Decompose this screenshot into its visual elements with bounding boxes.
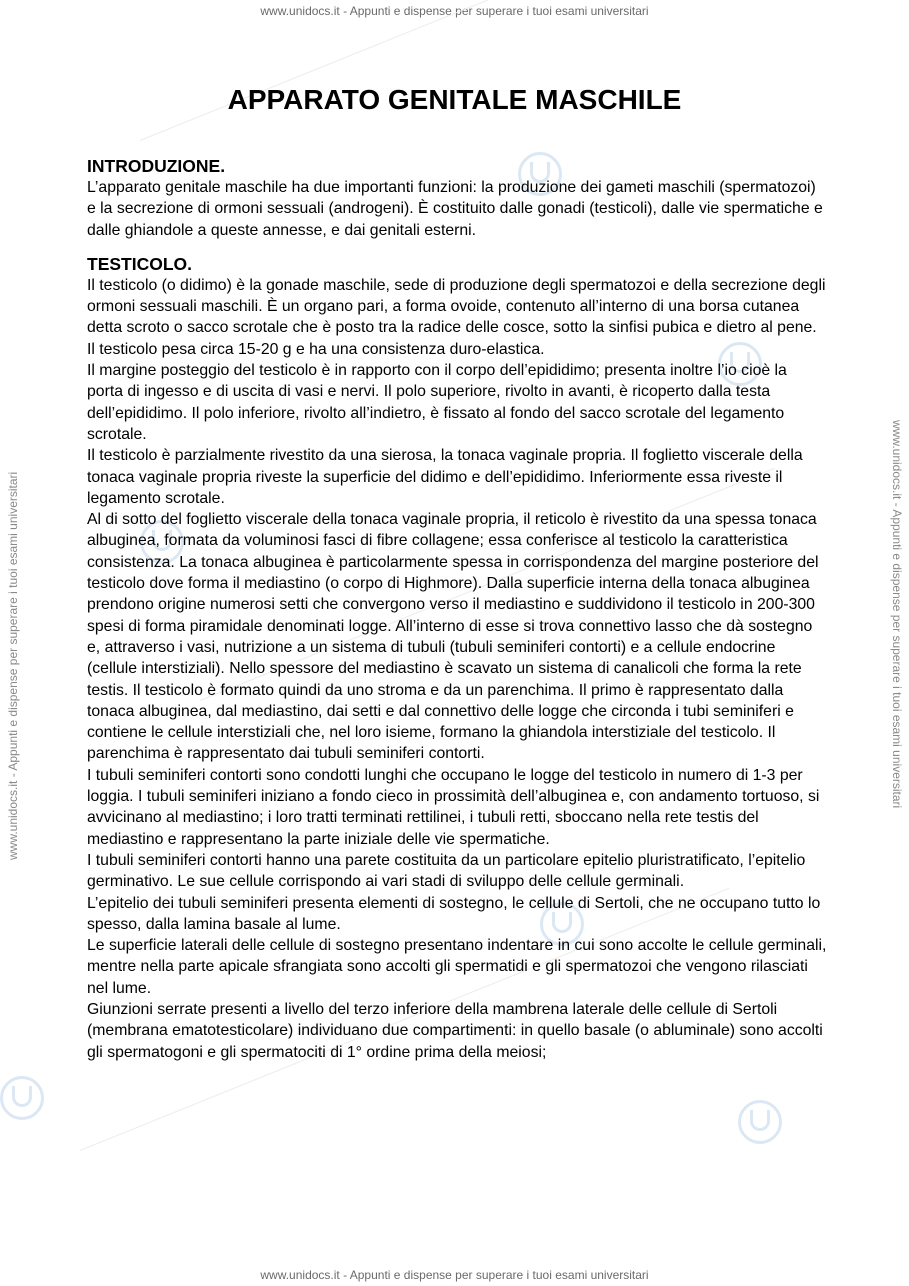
section-heading: TESTICOLO. — [87, 253, 192, 274]
paragraph: L’epitelio dei tubuli seminiferi presenta elementi di sostegno, le cellule di Sertoli, che ne occupano tutto lo spesso, dalla lamina basale al lume. — [87, 894, 821, 933]
watermark-line — [140, 0, 660, 141]
paragraph: Le superficie laterali delle cellule di sostegno presentano indentare in cui sono accolte le cellule germinali, mentre nella parte apicale sfrangiata sono accolti gli spermatidi e gli spermatozoi che vengono rilasciati nel lume. — [87, 937, 827, 997]
watermark-side-right: www.unidocs.it - Appunti e dispense per superare i tuoi esami universitari — [890, 420, 904, 809]
paragraph: I tubuli seminiferi contorti sono condotti lunghi che occupano le logge del testicolo in numero di 1-3 per loggia. I tubuli seminiferi iniziano a fondo cieco in prossimità dell’albuginea e, con andamento tortuoso, si avvicinano al mediastino; i loro tratti terminati rettilinei, i tubuli retti, sboccano nella rete testis del mediastino e rappresentano la parte iniziale delle vie spermatiche. — [87, 766, 820, 848]
paragraph: Il margine posteggio del testicolo è in rapporto con il corpo dell’epididimo; presenta inoltre l’io cioè la porta di ingesso e di uscita di vasi e nervi. Il polo superiore, rivolto in avanti, è ricoperto dalla testa dell’epididimo. Il polo inferiore, rivolto all’indietro, è fissato al fondo del sacco scrotale del legamento scrotale. — [87, 362, 787, 443]
watermark-logo-icon — [738, 1100, 782, 1144]
watermark-logo-icon — [0, 1076, 44, 1120]
watermark-side-left: www.unidocs.it - Appunti e dispense per superare i tuoi esami universitari — [6, 471, 20, 860]
paragraph: Giunzioni serrate presenti a livello del terzo inferiore della mambrena laterale delle cellule di Sertoli (membrana ematotesticolare) individuano due compartimenti: in quello basale (o abluminale) sono accolti gli spermatogoni e gli spermatociti di 1° ordine prima della meiosi; — [87, 1000, 823, 1061]
paragraph: Al di sotto del foglietto viscerale della tonaca vaginale propria, il reticolo è rivestito da una spessa tonaca albuginea, formata da voluminosi fasci di fibre collagene; essa conferisce al testicolo la caratteristica consistenza. La tonaca albuginea è particolarmente spessa in corrispondenza del margine posteriore del testicolo dove forma il mediastino (o corpo di Highmore). Dalla superficie interna della tonaca albuginea prendono origine numerosi setti che convergono verso il mediastino e suddividono il testicolo in 200-300 spesi di forma piramidale denominati logge. All’interno di esse si trova connettivo lasso che dà sostegno e, attraverso i vasi, nutrizione a un sistema di tubuli (tubuli seminiferi contorti) e a cellule endocrine (cellule interstiziali). Nello spessore del mediastino è scavato un sistema di canalicoli che forma la rete testis. Il testicolo è formato quindi da uno stroma e da un parenchima. Il primo è rappresentato dalla tonaca albuginea, dal mediastino, dai setti e dal connettivo delle logge che circonda i tubi seminiferi e contiene le cellule interstiziali che, nel loro isieme, formano la ghiandola interstiziale del testicolo. Il parenchima è rappresentato dai tubuli seminiferi contorti. — [87, 511, 819, 763]
paragraph: I tubuli seminiferi contorti hanno una parete costituita da un particolare epitelio pluristratificato, l’epitelio germinativo. Le sue cellule corrispondo ai vari stadi di sviluppo delle cellule germinali. — [87, 851, 806, 891]
watermark-header: www.unidocs.it - Appunti e dispense per superare i tuoi esami universitari — [260, 4, 649, 18]
section-introduzione — [87, 155, 827, 241]
paragraph: L’apparato genitale maschile ha due importanti funzioni: la produzione dei gameti maschili (spermatozoi) e la secrezione di ormoni sessuali (androgeni). È costituito dalle gonadi (testicoli), dalle vie spermatiche e dalle ghiandole a queste annesse, e dai genitali esterni. — [87, 179, 823, 239]
section-heading: INTRODUZIONE. — [87, 156, 226, 176]
document-body — [87, 155, 827, 1063]
paragraph: Il testicolo è parzialmente rivestito da una sierosa, la tonaca vaginale propria. Il foglietto viscerale della tonaca vaginale propria riveste la superficie del didimo e dell’epididimo. Inferiormente essa riveste il legamento scrotale. — [87, 447, 803, 507]
page-title: APPARATO GENITALE MASCHILE — [227, 84, 682, 115]
watermark-footer: www.unidocs.it - Appunti e dispense per superare i tuoi esami universitari — [260, 1268, 649, 1282]
section-testicolo — [87, 253, 827, 1063]
paragraph: Il testicolo (o didimo) è la gonade maschile, sede di produzione degli spermatozoi e della secrezione degli ormoni sessuali maschili. È un organo pari, a forma ovoide, contenuto all’interno di una borsa cutanea detta scroto o sacco scrotale che è posto tra la radice delle cosce, sotto la sinfisi pubica e dietro al pene. Il testicolo pesa circa 15-20 g e ha una consistenza duro-elastica. — [87, 276, 826, 358]
